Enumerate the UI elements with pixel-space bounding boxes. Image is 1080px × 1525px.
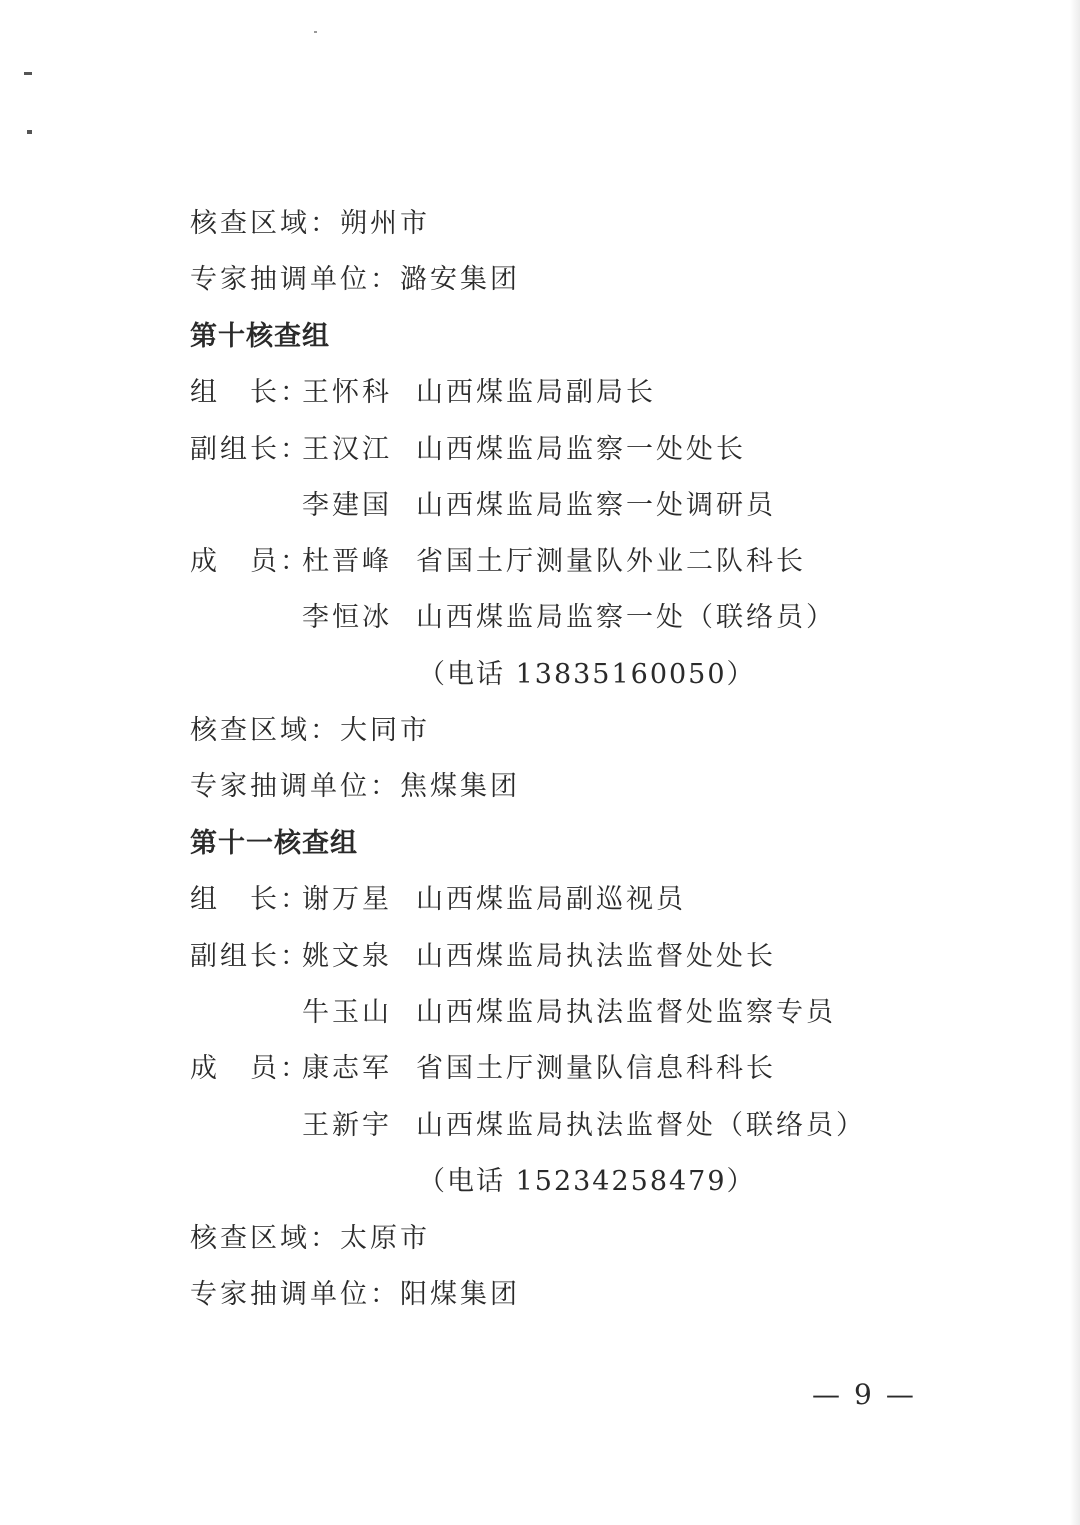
person-position: 山西煤监局监察一处调研员 xyxy=(416,490,776,521)
role-label: 副组长： xyxy=(190,941,310,972)
scan-speck xyxy=(314,31,317,33)
group-title: 第十核查组 xyxy=(190,321,330,352)
group-title: 第十一核查组 xyxy=(190,828,358,859)
region-value: 大同市 xyxy=(340,715,430,746)
page-number: —9— xyxy=(812,1378,928,1411)
role-label: 副组长： xyxy=(190,434,310,465)
phone-line: （电话 13835160050） xyxy=(418,659,756,690)
expert-unit-value: 焦煤集团 xyxy=(400,771,520,802)
person-name: 王新宇 xyxy=(302,1110,392,1141)
person-position: 山西煤监局执法监督处（联络员） xyxy=(416,1110,866,1141)
expert-unit-label: 专家抽调单位： xyxy=(190,264,400,295)
deputy-line xyxy=(190,486,776,526)
person-position: 山西煤监局执法监督处处长 xyxy=(416,941,776,972)
person-position: 山西煤监局监察一处（联络员） xyxy=(416,602,836,633)
person-name: 李建国 xyxy=(302,490,392,521)
role-label: 组 长： xyxy=(190,377,310,408)
leader-line xyxy=(190,880,686,920)
region-label: 核查区域： xyxy=(190,715,340,746)
person-name: 王汉江 xyxy=(302,434,392,465)
member-line xyxy=(190,598,836,638)
person-name: 杜晋峰 xyxy=(302,546,392,577)
member-line xyxy=(190,1106,866,1146)
expert-unit-label: 专家抽调单位： xyxy=(190,1279,400,1310)
person-name: 康志军 xyxy=(302,1053,392,1084)
person-position: 山西煤监局执法监督处监察专员 xyxy=(416,997,836,1028)
person-name: 李恒冰 xyxy=(302,602,392,633)
person-name: 姚文泉 xyxy=(302,941,392,972)
deputy-line xyxy=(190,430,746,470)
expert-unit-line xyxy=(190,260,520,300)
leader-line xyxy=(190,373,656,413)
region-line xyxy=(190,711,430,751)
page-edge-shadow xyxy=(1070,0,1080,1525)
phone-line: （电话 15234258479） xyxy=(418,1166,756,1197)
role-label: 成 员： xyxy=(190,1053,310,1084)
member-line xyxy=(190,542,806,582)
scan-speck xyxy=(24,72,32,75)
person-name: 谢万星 xyxy=(302,884,392,915)
person-position: 省国土厅测量队外业二队科长 xyxy=(416,546,806,577)
region-line xyxy=(190,204,430,244)
expert-unit-line xyxy=(190,767,520,807)
person-position: 山西煤监局副巡视员 xyxy=(416,884,686,915)
member-line xyxy=(190,1049,776,1089)
role-label: 组 长： xyxy=(190,884,310,915)
region-line xyxy=(190,1219,430,1259)
scan-speck xyxy=(27,130,32,134)
expert-unit-label: 专家抽调单位： xyxy=(190,771,400,802)
expert-unit-line xyxy=(190,1275,520,1315)
region-value: 朔州市 xyxy=(340,208,430,239)
role-label: 成 员： xyxy=(190,546,310,577)
person-name: 牛玉山 xyxy=(302,997,392,1028)
deputy-line xyxy=(190,937,776,977)
person-position: 山西煤监局副局长 xyxy=(416,377,656,408)
expert-unit-value: 潞安集团 xyxy=(400,264,520,295)
region-label: 核查区域： xyxy=(190,208,340,239)
person-name: 王怀科 xyxy=(302,377,392,408)
deputy-line xyxy=(190,993,836,1033)
expert-unit-value: 阳煤集团 xyxy=(400,1279,520,1310)
region-value: 太原市 xyxy=(340,1223,430,1254)
region-label: 核查区域： xyxy=(190,1223,340,1254)
person-position: 省国土厅测量队信息科科长 xyxy=(416,1053,776,1084)
person-position: 山西煤监局监察一处处长 xyxy=(416,434,746,465)
